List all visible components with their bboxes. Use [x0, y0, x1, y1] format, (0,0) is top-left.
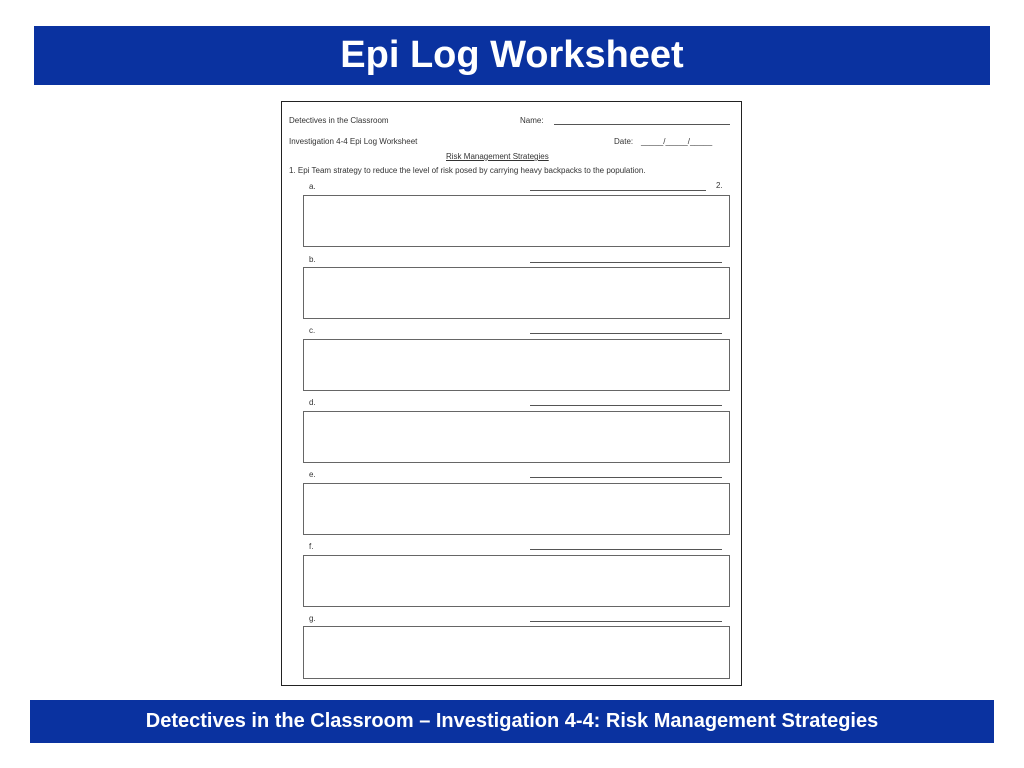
answer-box-a [303, 195, 730, 247]
worksheet-image [281, 101, 742, 686]
answer-box-f [303, 555, 730, 607]
item-label-a: a. [309, 182, 316, 191]
answer-box-c [303, 339, 730, 391]
slide-footer: Detectives in the Classroom – Investigation 4-4: Risk Management Strategies [145, 710, 879, 732]
answer-box-b [303, 267, 730, 319]
item-line-b [530, 262, 722, 263]
item-line-a [530, 190, 706, 191]
item-line-d [530, 405, 722, 406]
slide-footer-bar [30, 700, 994, 743]
worksheet-heading: Risk Management Strategies [446, 152, 549, 161]
answer-box-g [303, 626, 730, 679]
item-label-f: f. [309, 542, 314, 551]
answer-box-d [303, 411, 730, 463]
name-line [554, 124, 730, 125]
slide-title-bar [34, 26, 990, 85]
item-label-g: g. [309, 614, 316, 623]
item-line-f [530, 549, 722, 550]
slide-title: Epi Log Worksheet [340, 34, 684, 76]
item-label-e: e. [309, 470, 316, 479]
item-line-c [530, 333, 722, 334]
worksheet-investigation: Investigation 4-4 Epi Log Worksheet [289, 137, 418, 146]
answer-box-e [303, 483, 730, 535]
item-line-e [530, 477, 722, 478]
worksheet-question: 1. Epi Team strategy to reduce the level of risk posed by carrying heavy backpacks to the population. [289, 166, 646, 175]
date-label: Date: [614, 137, 634, 146]
name-label: Name: [520, 116, 544, 125]
item-label-b: b. [309, 255, 316, 264]
item-label-c: c. [309, 326, 316, 335]
item-label-d: d. [309, 398, 316, 407]
worksheet-series: Detectives in the Classroom [289, 116, 389, 125]
date-blank: _____/_____/_____ [641, 137, 713, 146]
side-number: 2. [716, 181, 723, 190]
item-line-g [530, 621, 722, 622]
